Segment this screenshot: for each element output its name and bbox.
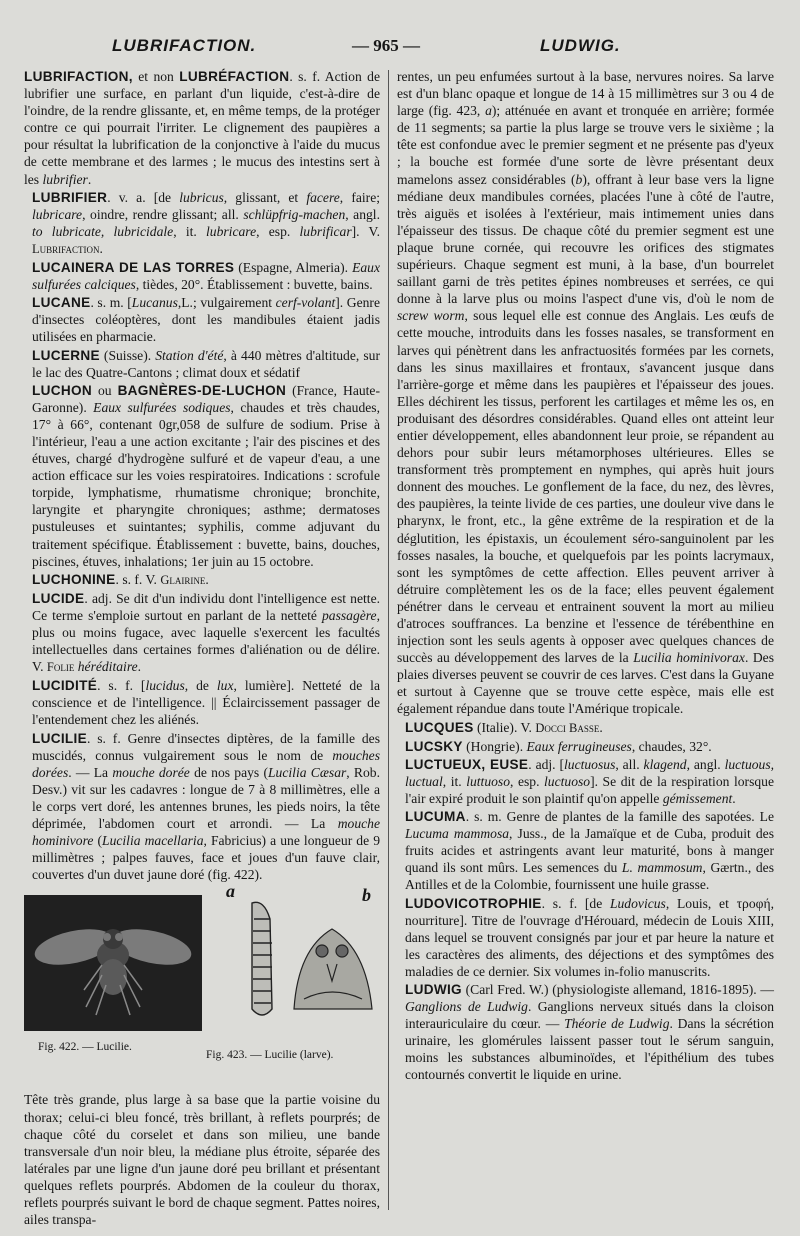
entry-lucques <box>397 719 774 737</box>
entry-lucilie-continuation <box>397 68 774 718</box>
entry-text: (Italie). V. <box>473 719 536 735</box>
entry-text: , it. <box>442 773 467 789</box>
header-right-guideword: LUDWIG. <box>540 36 621 55</box>
figure-caption-423: Fig. 423. — Lucilie (larve). <box>206 1049 334 1062</box>
entry-italic: mouches dorées <box>32 747 380 780</box>
entry-luchon <box>24 382 380 570</box>
entry-italic: luctuosus <box>564 756 616 772</box>
cross-reference: Glairine <box>160 572 206 587</box>
entry-italic: mouche dorée <box>112 764 190 780</box>
entry-italic: Station d'été <box>155 347 224 363</box>
entry-text: , à 440 mètres d'altitude, sur le lac des Quatre-Cantons ; climat doux et sédatif <box>32 347 381 380</box>
headword: LUCHON <box>32 382 92 398</box>
entry-lucerne <box>24 347 380 381</box>
entry-italic: lubricus <box>179 189 224 205</box>
entry-italic: klagend <box>643 756 687 772</box>
entry-text: . <box>599 719 603 735</box>
entry-italic: Lucilia macellaria <box>102 833 204 849</box>
entry-italic: luttuoso <box>466 773 511 789</box>
entry-text: . s. m. Genre de plantes de la famille des sapotées. Le <box>465 809 774 825</box>
entry-italic: lubricare <box>206 223 257 239</box>
entry-italic: Ludovicus <box>609 895 666 911</box>
entry-text: (Suisse). <box>99 347 156 363</box>
cross-reference: Docci Basse <box>535 720 600 735</box>
figure-label-a: a <box>226 881 235 902</box>
entry-text: , oindre, rendre glissant; all. <box>82 206 244 222</box>
entry-text: . adj. Se dit d'un individu dont l'intelligence est nette. Ce terme s'emploie surtout en parlant de la netteté <box>32 590 380 623</box>
entry-text: , angl. <box>686 756 725 772</box>
entry-text: , esp. <box>256 223 300 239</box>
entry-text: . <box>137 659 142 675</box>
entry-text: , esp. <box>510 773 545 789</box>
entry-italic: Lucilia hominivorax <box>633 650 745 666</box>
entry-text: , angl. <box>345 206 380 222</box>
entry-text: . — La <box>68 764 113 780</box>
entry-text: (Espagne, Almeria). <box>234 260 353 276</box>
entry-text: . s. f. [de <box>541 895 610 911</box>
entry-text: et non <box>132 69 180 84</box>
entry-text: Tête très grande, plus large à sa base que la partie voisine du thorax; celui-ci bleu foncé, très brillant, à reflets pourprés; de chaque côté du corselet et dans son milieu, une bande transversale d'un noir bleu, la médiane plus étroite, séparée des latérales par une ligne d'un jaune doré peu brillant et présentant quelques reflets pourprés. Abdomen de la couleur du thorax, reflets pourprés suivant le bord de chaque segment. Pattes noires, ailes transpa- <box>24 1092 380 1228</box>
entry-text: , Juss., de la Jamaïque et de Cuba, produit des fruits acides et astringents avant leur maturité, bons à manger quand ils sont mûrs. Les semences du <box>405 826 774 876</box>
entry-text: , all. <box>615 756 644 772</box>
entry-text: . Des plaies diverses peuvent se couvrir de ces larves. C'est dans la Guyane et surtout à Cayenne que se trouve cette espèce, mais elle est également répandue dans toute l'Amérique tropicale. <box>397 650 774 717</box>
entry-italic: schlüpfrig-machen <box>243 206 346 222</box>
entry-text: (France, Haute-Garonne). <box>32 382 380 415</box>
entry-text: , plus ou moins fugace, avec laquelle s'exercent les facultés intellectuelles dans certaines formes d'aliénation ou de délire. V. <box>32 607 380 675</box>
entry-italic: héréditaire <box>77 659 138 675</box>
entry-text: , Louis, et τροφή, nourriture]. Titre de l'ouvrage d'Hérouard, médecin de Louis XIII, dans lequel se trouvent consignés par jour et par heure la nature et les caractères des aliments, des déjections et des symptômes des maladies de ce dernier. Six volumes in-folio manuscrits. <box>405 895 774 979</box>
entry-text: ]. V. <box>351 223 381 239</box>
column-divider <box>388 70 389 1210</box>
entry-text: , it. <box>173 223 207 239</box>
left-column <box>24 68 380 1229</box>
figure-caption-422: Fig. 422. — Lucilie. <box>38 1041 132 1054</box>
figures-lucilie <box>24 881 380 1087</box>
entry-italic: to lubricate, lubricidale <box>32 223 174 239</box>
entry-italic: Eaux sulfurées sodiques <box>93 399 231 415</box>
headword: LUCIDE <box>32 590 85 606</box>
entry-italic: screw worm <box>397 308 465 324</box>
entry-text: . <box>205 571 209 587</box>
headword: LUBRÉFACTION <box>179 69 290 84</box>
larva-body <box>252 903 272 1016</box>
headword: LUBRIFIER <box>32 189 108 205</box>
headword: LUCILIE <box>32 730 87 746</box>
entry-text: . adj. [ <box>528 756 564 772</box>
entry-text: . <box>732 790 736 806</box>
larva-drawing <box>212 885 380 1039</box>
entry-text: ]. Genre d'insectes coléoptères, dont les mandibules étaient jadis utilisées en pharmacie. <box>32 295 380 345</box>
entry-italic: passagère <box>321 607 377 623</box>
entry-text: . <box>87 171 92 187</box>
entry-text: , chaudes et très chaudes, 17° à 66°, contenant 0gr,058 de sulfure de sodium. Prise à l'intérieur, l'eau a une action excitante ; l'air des piscines et des étuves, chargé d'hydrogène sulfuré et de vapeur d'eau, a une action efficace sur les voies respiratoires. Indications : scrofule torpide, lymphatisme, rhumatisme chronique; bronchite, laryngite et pharyngite chroniques; asthme; dermatoses pustuleuses et suintantes; syphilis, comme adjuvant du traitement spécifique. Établissement : buvette, bains, douches, piscines, étuves, inhalations; 1er juin au 15 octobre. <box>32 399 380 569</box>
entry-text: ou <box>91 382 118 398</box>
entry-italic: cerf-volant <box>275 295 336 311</box>
entry-italic: facere <box>306 189 340 205</box>
entry-text: . s. f. V. <box>115 571 161 587</box>
entry-italic: lubrificar <box>299 223 352 239</box>
entry-text: , Gærtn., des Antilles et de la Colombie, fournissent une huile grasse. <box>405 860 774 893</box>
entry-lucidite <box>24 677 380 728</box>
entry-italic: lux <box>216 678 234 694</box>
entry-italic: luctuoso <box>544 773 591 789</box>
right-column <box>397 68 774 1085</box>
entry-lubrifier <box>24 189 380 258</box>
headword: LUCHONINE <box>32 571 116 587</box>
entry-lucane <box>24 294 380 345</box>
cross-reference: Lubrifaction <box>32 241 100 256</box>
entry-luchonine <box>24 571 380 589</box>
headword: LUCUMA <box>405 809 466 825</box>
entry-text: . <box>99 240 103 256</box>
entry-text: . s. f. Genre d'insectes diptères, de la famille des muscidés, connus vulgairement sous le nom de <box>32 730 380 763</box>
entry-italic: Lucanus <box>131 295 178 311</box>
page-number: — 965 — <box>352 36 420 55</box>
header-left-guideword: LUBRIFACTION. <box>112 36 257 55</box>
entry-italic: Théorie de Ludwig <box>564 1016 670 1032</box>
entry-lucuma <box>397 808 774 893</box>
figure-label-b: b <box>362 885 371 906</box>
entry-italic: luctuous, luctual <box>405 756 775 789</box>
entry-lucilie <box>24 730 380 884</box>
entry-lucainera <box>24 259 380 293</box>
headword: LUCIDITÉ <box>32 678 98 694</box>
entry-text: , tièdes, 20°. Établissement : buvette, bains. <box>135 277 373 293</box>
entry-italic: Lucilia Cæsar <box>268 764 347 780</box>
running-header <box>0 34 800 62</box>
larva-illustration <box>212 881 380 1039</box>
entry-text: , lumière]. Netteté de la conscience et de l'intelligence. || Éclaircissement passager de l'entendement chez les aliénés. <box>32 678 380 728</box>
entry-italic: lubrifier <box>42 171 88 187</box>
entry-text: , Rob. Desv.) vit sur les cadavres : longue de 7 à 8 millimètres, elle a le corps vert doré, les antennes brunes, les pieds noirs, la tête déprimée, l'abdomen court et arrondi. — La <box>32 764 380 832</box>
entry-italic: lucidus <box>145 678 185 694</box>
entry-text: . s. f. Action de lubrifier une surface, en parlant d'un liquide, c'est-à-dire de l'oindre, de la rendre glissante, et, en même temps, de la protéger contre ce qui pourrait l'irriter. Le clignement des paupières a pour résultat la lubrification de la conjonctive à l'aide du mucus de cette membrane et des larmes ; le mucus des intestins sert à les <box>24 69 380 187</box>
entry-luctueux <box>397 756 774 807</box>
entry-text: (Hongrie). <box>462 738 527 754</box>
entry-italic: a <box>485 103 492 119</box>
entry-lucide <box>24 590 380 676</box>
entry-text: . Dans la sécrétion urinaire, les glomérules laissent passer tout le sérum sanguin, moins les substances albuminoïdes, et l'épithélium des tubes contournés convertit le liquide en urine. <box>405 1016 774 1083</box>
entry-text: . Ganglions nerveux situés dans la cloison interauriculaire du cœur. — <box>405 999 774 1032</box>
entry-text: rentes, un peu enfumées surtout à la base, nervures noires. Sa larve est d'un blanc opaque et longue de 14 à 15 millimètres sur 3 ou 4 de large (fig. 423, <box>397 69 774 119</box>
entry-text: . s. f. [ <box>97 678 146 694</box>
headword: LUCERNE <box>32 347 100 363</box>
headword: BAGNÈRES-DE-LUCHON <box>117 382 287 398</box>
entry-text: ); atténuée en avant et tronquée en arrière; formée de 11 segments; sa partie la plus large se trouve vers le sixième ; la tête est confondue avec le premier segment et ne présente pas d'yeux ; la bouche est formée d'une sorte de lèvre présentant deux mamelons assez considérables ( <box>397 103 774 187</box>
entry-text: , glissant, et <box>223 189 307 205</box>
entry-text: , chaudes, 32°. <box>631 738 712 754</box>
entry-italic: Ganglions de Ludwig <box>405 999 528 1015</box>
headword: LUCTUEUX, EUSE <box>405 756 529 772</box>
entry-text: , faire; <box>339 189 380 205</box>
headword: LUCANE <box>32 295 91 311</box>
entry-ludovicotrophie <box>397 895 774 980</box>
entry-lubrifaction <box>24 68 380 188</box>
fly-illustration <box>24 895 202 1031</box>
headword: LUDWIG <box>405 981 462 997</box>
entry-italic: lubricare <box>32 206 83 222</box>
entry-italic: Eaux sulfurées calciques <box>32 260 381 293</box>
headword: LUCQUES <box>405 719 474 735</box>
headword: LUCSKY <box>405 738 463 754</box>
headword: LUDOVICOTROPHIE <box>405 895 542 911</box>
entry-lucilie-continued <box>24 1091 380 1228</box>
entry-italic: mouche hominivore <box>32 816 380 849</box>
entry-text: de nos pays ( <box>189 764 268 780</box>
entry-italic: L. mammosum <box>621 860 703 876</box>
entry-text: ]. Se dit de la respiration lorsque l'air expiré produit le son plaintif qu'on appelle <box>405 773 774 806</box>
entry-italic: gémissement <box>662 790 733 806</box>
entry-italic: Lucuma mammosa <box>405 826 510 842</box>
cross-reference: Folie <box>46 660 75 675</box>
entry-lucsky <box>397 738 774 755</box>
entry-italic: Eaux ferrugineuses <box>526 738 632 754</box>
entry-text: ( <box>93 833 103 849</box>
entry-text: (Carl Fred. W.) (physiologiste allemand, 1816-1895). — <box>461 981 774 997</box>
entry-text: . s. m. [ <box>90 295 132 311</box>
entry-italic: b <box>575 171 583 187</box>
entry-text: , de <box>184 678 217 694</box>
entry-text: . v. a. [de <box>107 189 180 205</box>
entry-text: ,L.; vulgairement <box>177 295 276 311</box>
headword: LUBRIFACTION, <box>24 69 133 84</box>
larva-head <box>294 929 372 1009</box>
fly-drawing <box>24 895 202 1031</box>
entry-ludwig <box>397 981 774 1084</box>
entry-text: , Fabricius) a une longueur de 9 millimètres ; palpes fauves, face et joues d'un fauve clair, couvertes d'un duvet jaune doré (fig. 422). <box>32 833 380 883</box>
entry-text: , sous lequel elle est connue des Anglais. Les œufs de cette mouche, introduits dans les fosses nasales, se transforment en larves qui pénètrent dans les anfractuosités formées par les cornets, dans les sinus maxillaires et frontaux, s'avancent jusque dans l'arrière-gorge et même dans les paupières et l'épaisseur des joues. Elles déchirent les tissus, perforent les cartilages et même les os, en produisant des désordres considérables. Quand elles ont atteint leur entier développement, elles abandonnent leur proie, se répandent au dehors pour subir leurs métamorphoses ultérieures. Elles se transforment très promptement en nymphes, qui après huit jours donnent des mouches. Le gonflement de la face, du nez, des lèvres, des paupières, la teinte livide de ces parties, une douleur vive dans le pharynx, le front, etc., la gêne extrême de la respiration et de la déglutition, les épistaxis, un écoulement séro-sanguinolent par les fosses nasales, la bouche, et quelquefois par les points lacrymaux, sont les symptômes de cette affection. Elles peuvent arriver à détruire complètement les os de la face; elles peuvent également pénétrer dans le cerveau et entrainent souvent la mort au milieu d'atroces souffrances. La benzine et l'essence de térébenthine en injection sont les seuls agents à opposer avec quelques chances de succès au développement des larves de la <box>397 308 774 666</box>
entry-text: ), offrant à leur base vers la ligne médiane deux mandibules cornées, placées l'une à côté de l'autre, très aiguës et isolées à l'extérieur, mais intimement unies dans l'épaisseur des tissus. De chaque côté du premier segment est une plaque brune cornée, qui recouvre les orifices des stigmates supérieurs. Chaque segment est muni, à la base, d'un bourrelet saillant garni de très petites épines nombreuses et serrées, ce qui donne à la larve plus ou moins l'aspect d'une vis, d'où le nom de <box>397 171 774 307</box>
headword: LUCAINERA DE LAS TORRES <box>32 260 235 276</box>
